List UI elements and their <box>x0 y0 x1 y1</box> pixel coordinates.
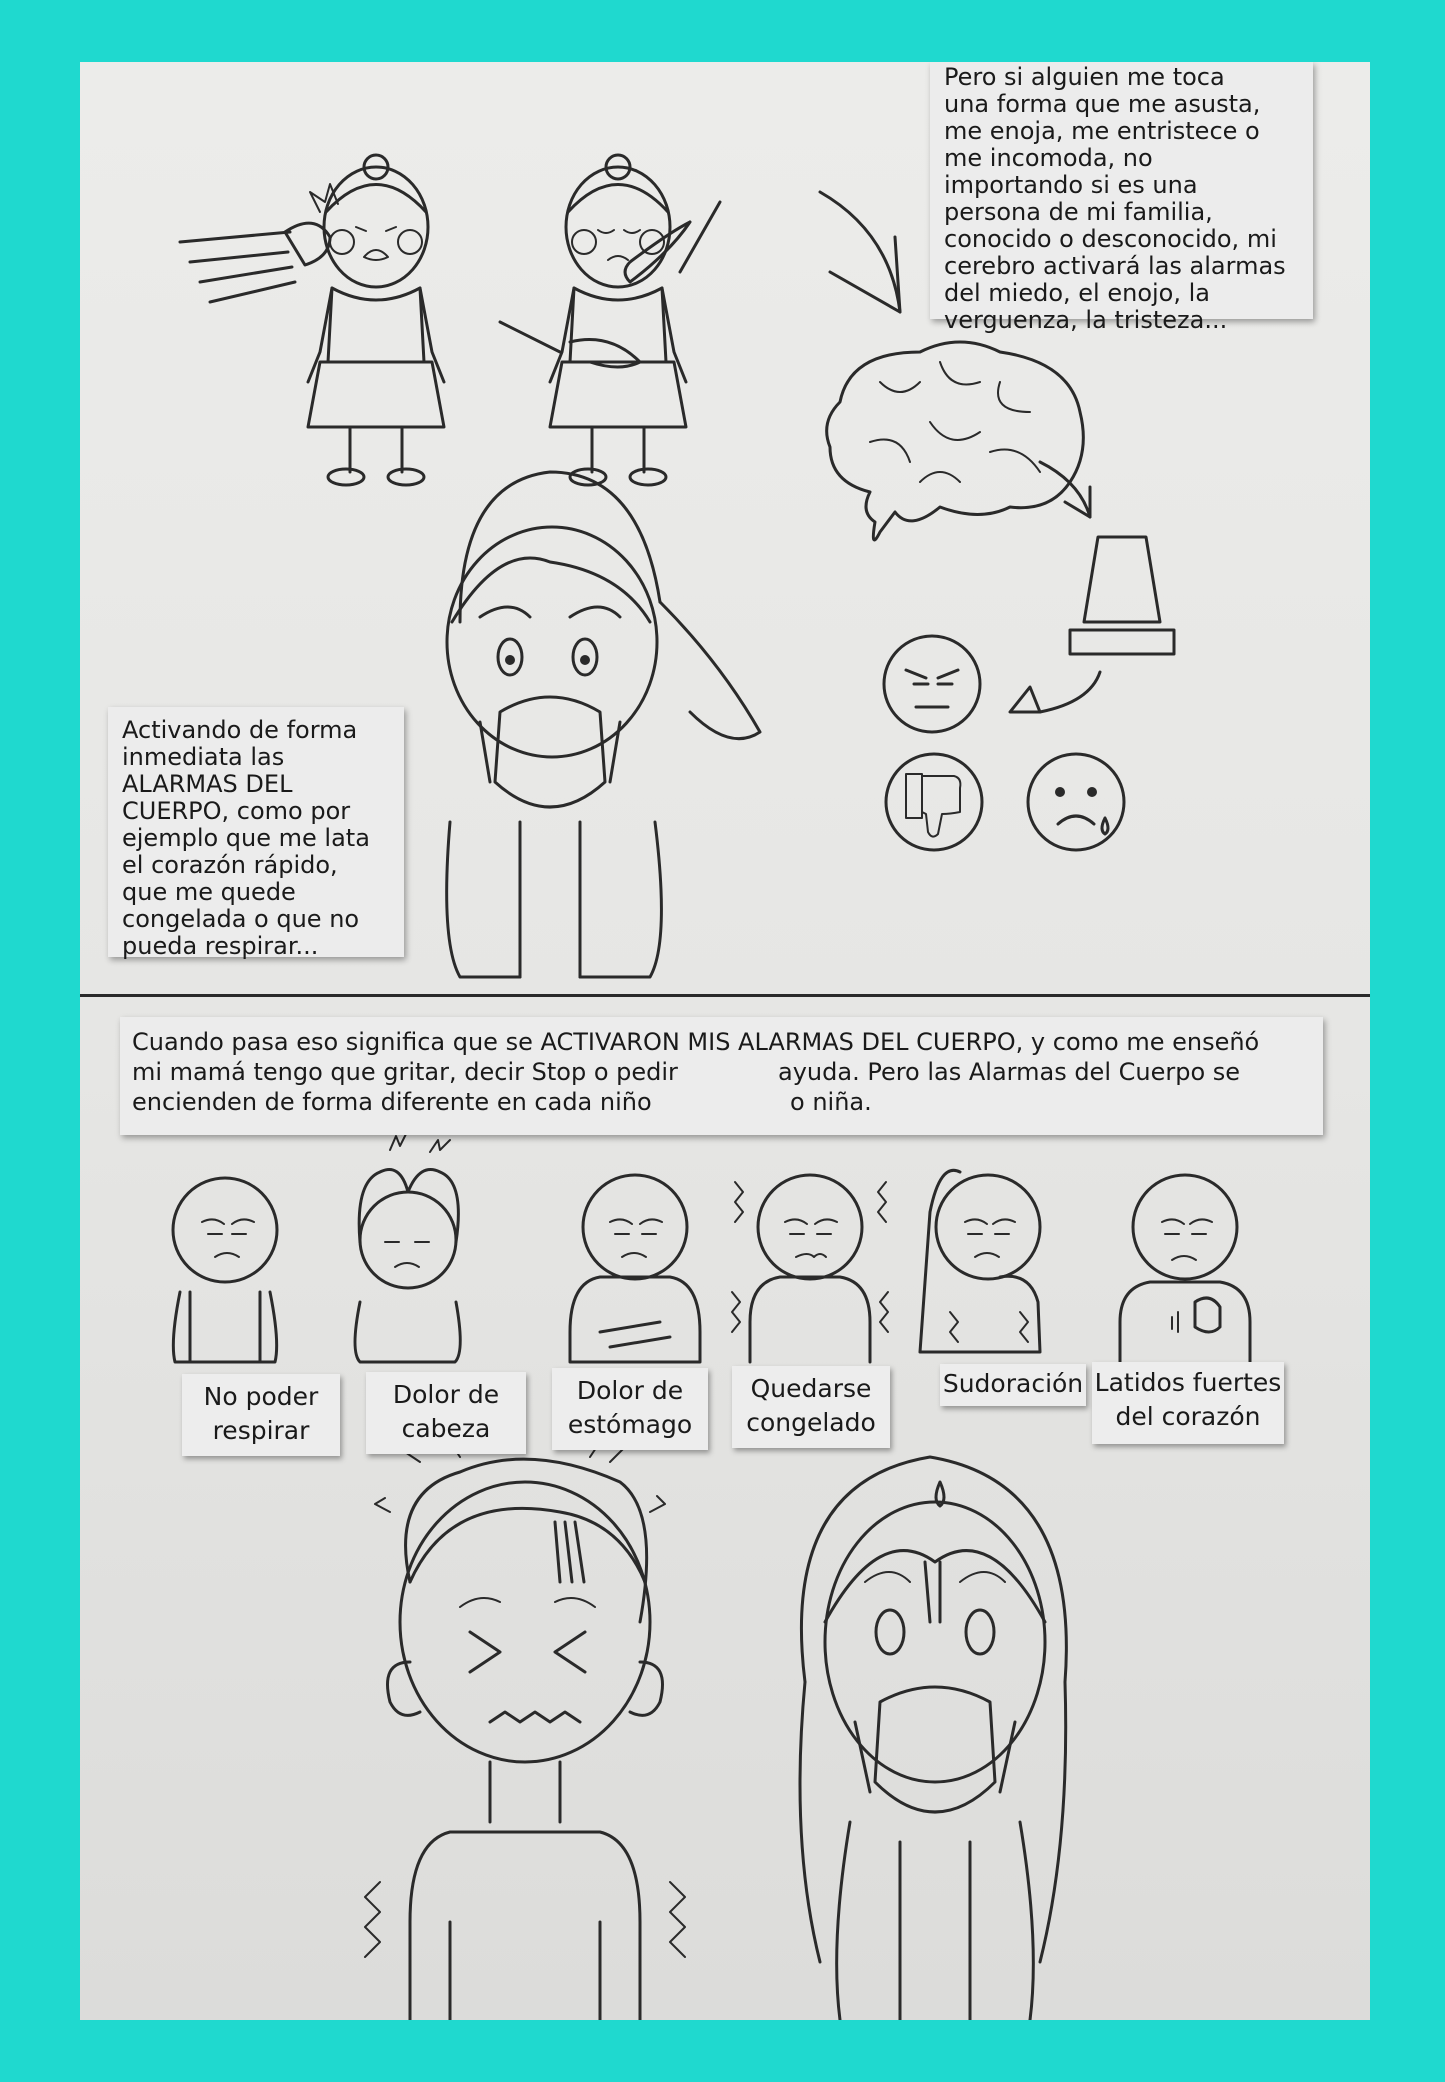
banner-line-3b: o niña. <box>790 1088 872 1116</box>
girl-hit-figure <box>180 155 444 485</box>
thumbs-down-icon <box>886 754 982 850</box>
symptom-label-headache: Dolor de cabeza <box>366 1372 526 1454</box>
crying-face-icon <box>1028 754 1124 850</box>
angry-face-icon <box>884 636 980 732</box>
banner-line-2a: mi mamá tengo que gritar, decir Stop o pedir <box>132 1058 678 1086</box>
girl-touched-figure <box>500 155 720 485</box>
banner-box <box>120 1017 1323 1135</box>
brain-icon <box>827 342 1084 540</box>
top-note-box: Pero si alguien me toca una forma que me asusta, me enoja, me entristece o me incomoda, no importando si es una persona de mi familia, conocido o desconocido, mi cerebro activará las alarmas del miedo, el enojo, la verguenza, la tristeza... <box>930 62 1313 319</box>
scared-girl-bottom-figure <box>800 1457 1066 2020</box>
panel-divider <box>80 994 1370 997</box>
banner-line-3a: encienden de forma diferente en cada niño <box>132 1088 652 1116</box>
arrow-to-emotions-icon <box>1040 672 1100 712</box>
symptom-label-heartbeat: Latidos fuertes del corazón <box>1092 1362 1284 1444</box>
boy-pain-figure <box>365 1437 685 2020</box>
symptom-label-breathing: No poder respirar <box>182 1374 340 1456</box>
left-note-box: Activando de forma inmediata las ALARMAS DEL CUERPO, como por ejemplo que me lata el corazón rápido, que me quede congelada o que no pueda respirar... <box>108 707 404 957</box>
alarm-icon <box>1070 537 1174 654</box>
symptom-label-sweating: Sudoración <box>940 1364 1086 1406</box>
symptom-label-stomach: Dolor de estómago <box>552 1368 708 1450</box>
banner-line-2b: ayuda. Pero las Alarmas del Cuerpo se <box>778 1058 1241 1086</box>
banner-line-1: Cuando pasa eso significa que se ACTIVARON MIS ALARMAS DEL CUERPO, y como me enseñó <box>132 1028 1260 1056</box>
symptom-label-frozen: Quedarse congelado <box>732 1366 890 1448</box>
symptom-figures <box>173 1134 1250 1362</box>
comic-page <box>80 62 1370 2020</box>
arrow-to-brain-icon <box>820 192 900 312</box>
scared-girl-figure <box>447 472 760 977</box>
